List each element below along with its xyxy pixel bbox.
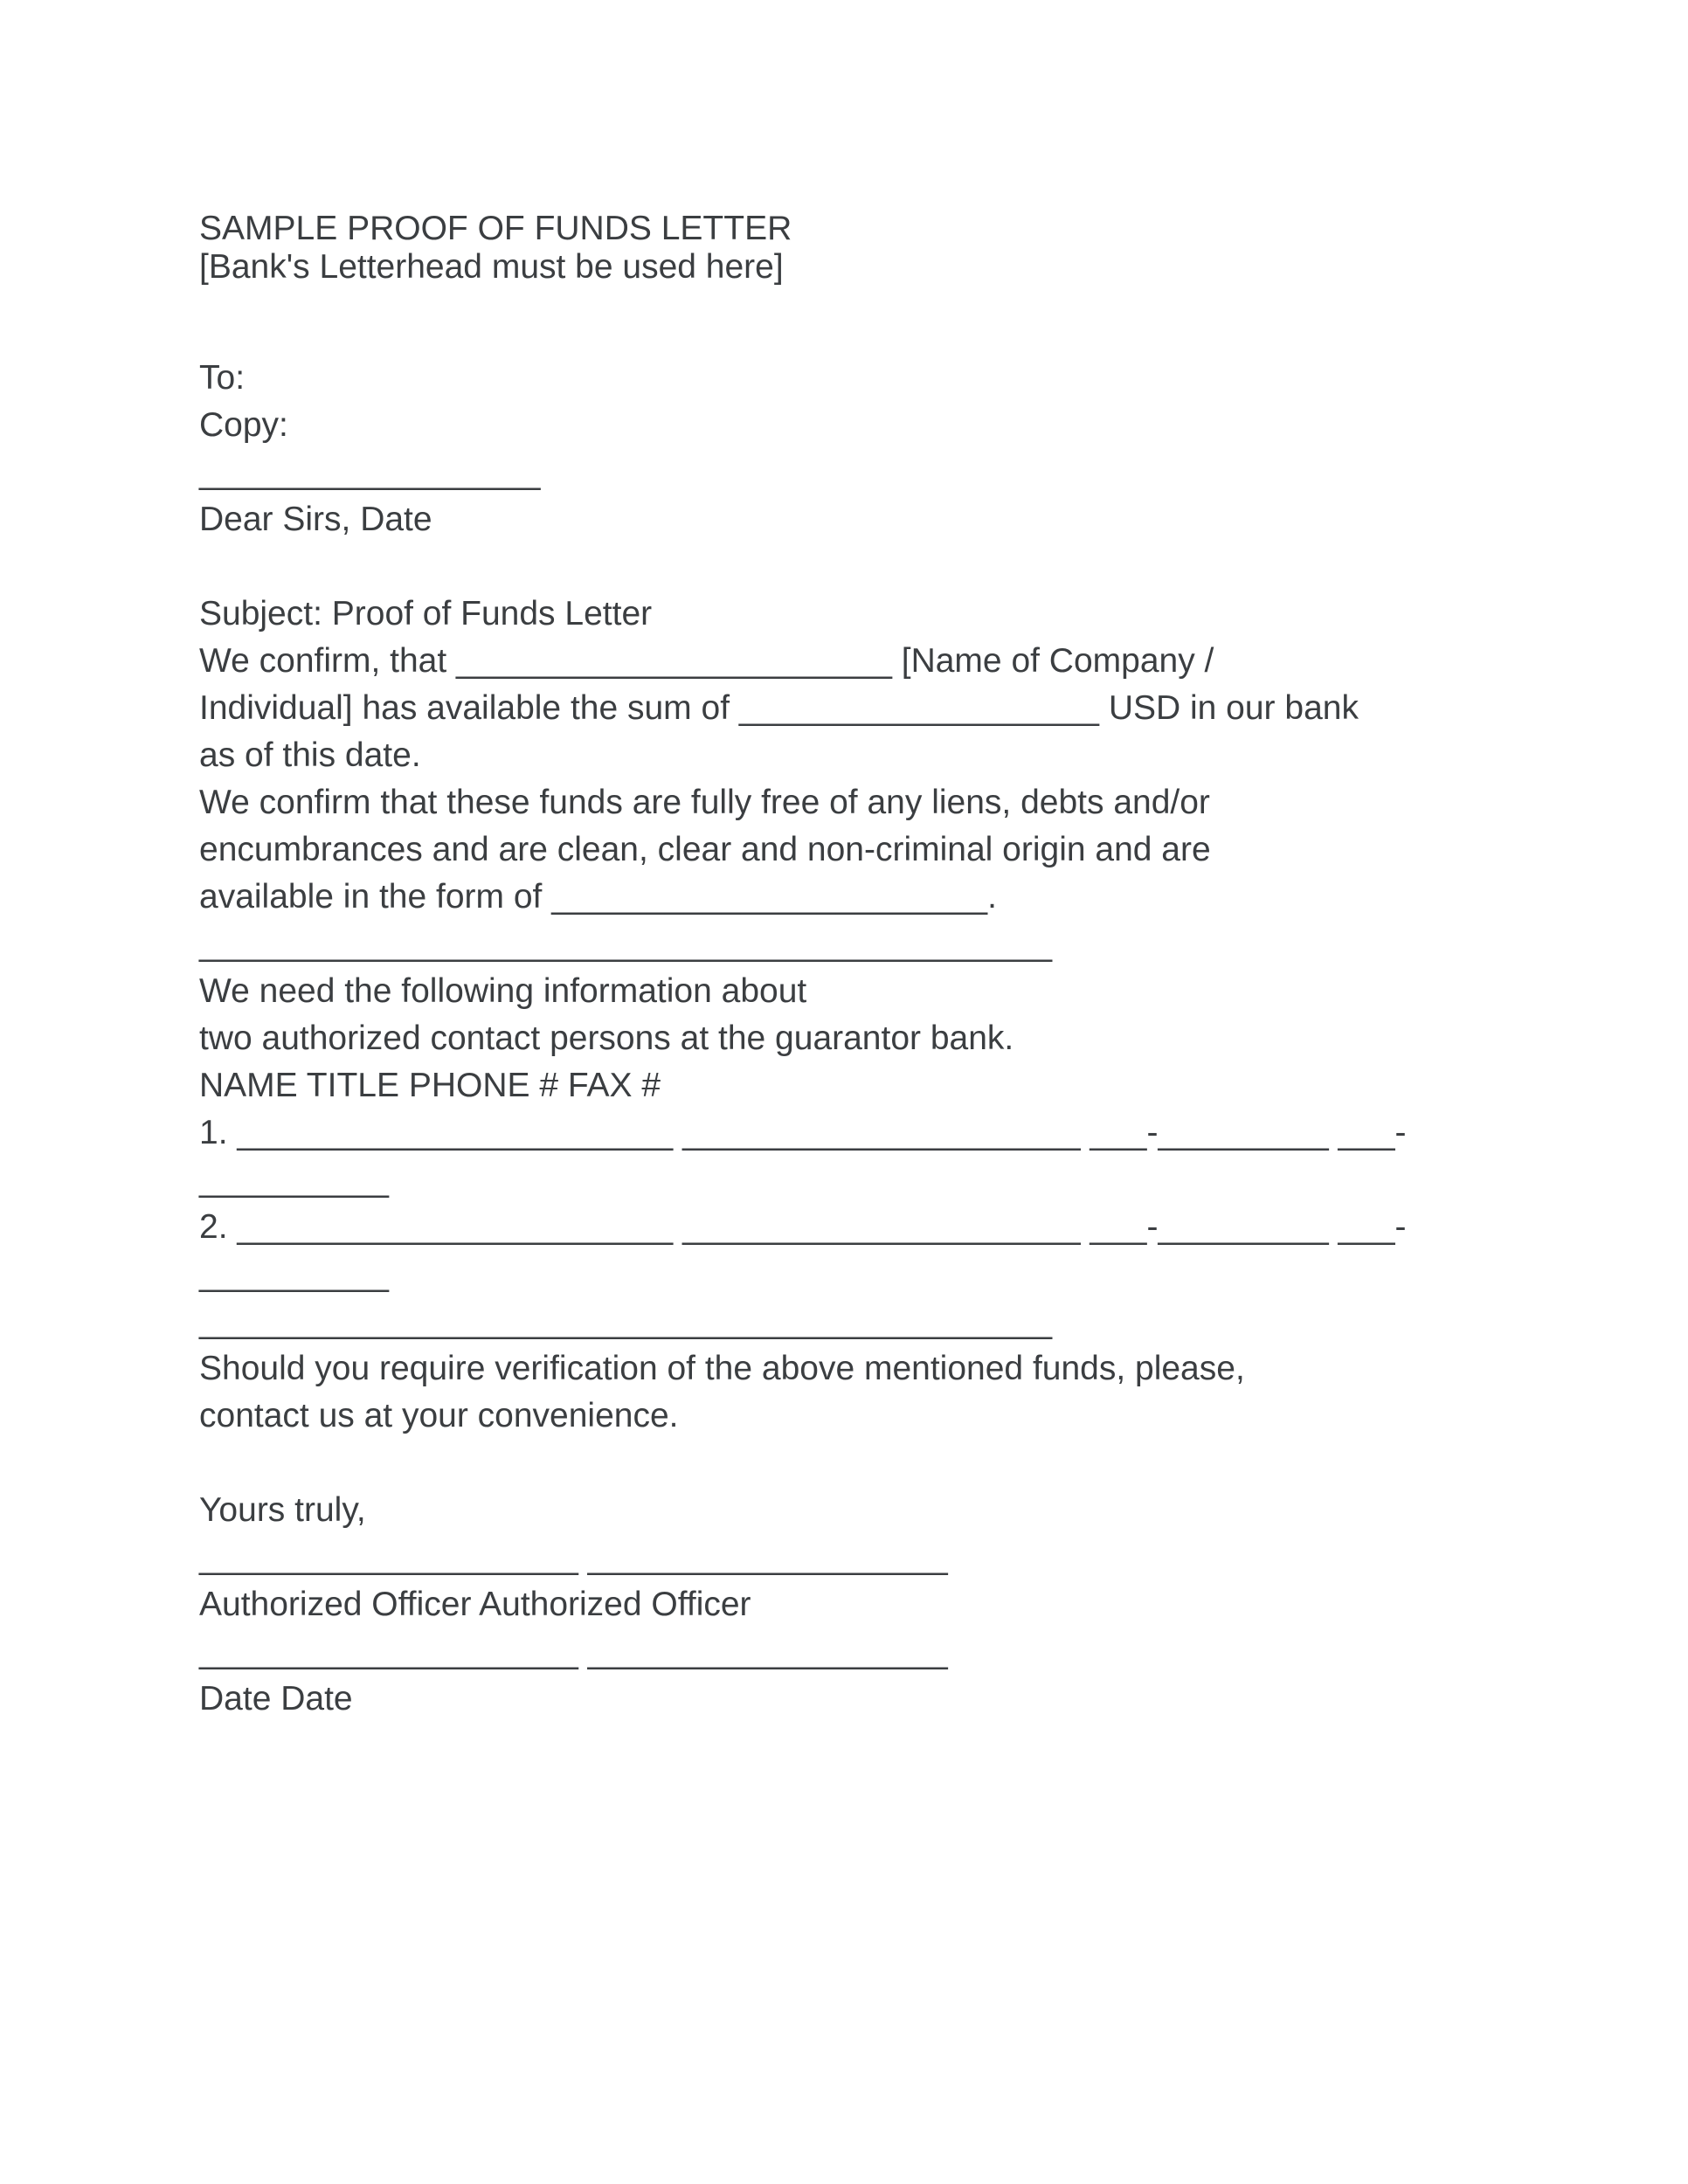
letter-line: 1. _______________________ _____________________ ___-_________ ___- [199,1114,1407,1151]
letter-line: Should you require verification of the above mentioned funds, please, [199,1350,1245,1387]
letter-line: ____________________ ___________________ [199,1633,948,1670]
letter-line: Copy: [199,406,288,444]
letter-line: SAMPLE PROOF OF FUNDS LETTER [199,210,792,247]
letter-line: available in the form of _______________________. [199,878,997,916]
letter-line: _____________________________________________ [199,925,1053,963]
letter-line: __________ [199,1255,389,1293]
letter-line [199,1440,1548,1487]
letter-line: encumbrances and are clean, clear and non-criminal origin and are [199,831,1211,868]
letter-line: as of this date. [199,736,421,774]
letter-line: Subject: Proof of Funds Letter [199,595,653,632]
letter-line: We confirm that these funds are fully free of any liens, debts and/or [199,784,1210,821]
letter-line: Date Date [199,1680,353,1717]
letter-line: two authorized contact persons at the guarantor bank. [199,1019,1014,1057]
letter-line: To: [199,359,246,397]
letter-line: __________________ [199,453,541,491]
document-body [199,355,1548,1723]
document-header [199,210,1548,287]
letter-line: Individual] has available the sum of ___________________ USD in our bank [199,689,1359,727]
letter-line: _____________________________________________ [199,1303,1053,1340]
letter-line [199,543,1548,591]
letter-line: Dear Sirs, Date [199,501,432,538]
letter-line: ____________________ ___________________ [199,1538,948,1576]
letter-line: Authorized Officer Authorized Officer [199,1586,751,1623]
letter-line: [Bank's Letterhead must be used here] [199,248,784,286]
letter-line: contact us at your convenience. [199,1397,679,1434]
letter-line: NAME TITLE PHONE # FAX # [199,1067,661,1104]
letter-line: We confirm, that _______________________ [Name of Company / [199,642,1214,680]
letter-line: Yours truly, [199,1491,366,1529]
letter-line: 2. _______________________ _____________________ ___-_________ ___- [199,1208,1407,1246]
letter-line: We need the following information about [199,972,807,1010]
letter-line: __________ [199,1161,389,1199]
